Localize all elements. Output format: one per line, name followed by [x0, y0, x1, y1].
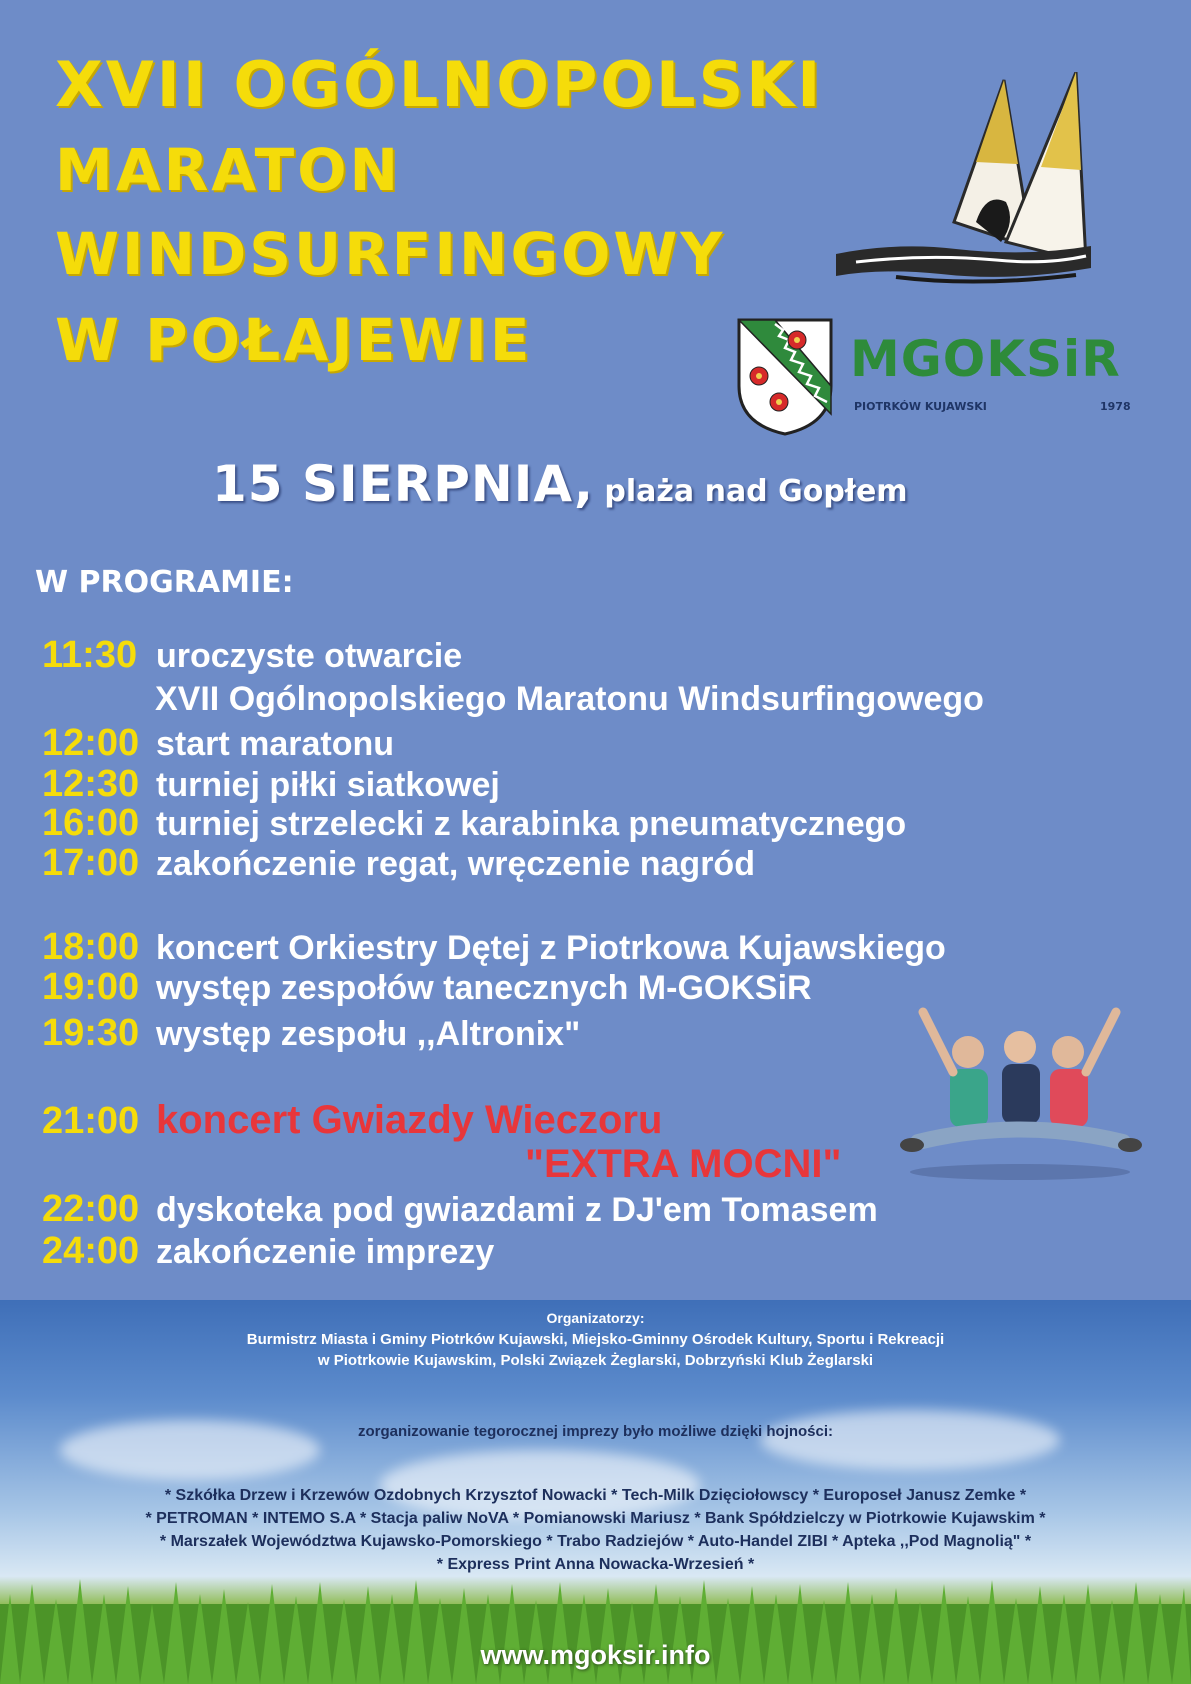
schedule-row	[42, 1230, 494, 1273]
program-header: W PROGRAMIE:	[35, 565, 294, 600]
schedule-row	[42, 1012, 580, 1055]
schedule-desc: turniej strzelecki z karabinka pneumatycznego	[156, 805, 907, 843]
sponsors-line: * Szkółka Drzew i Krzewów Ozdobnych Krzysztof Nowacki * Tech-Milk Dzięciołowscy * Europoseł Janusz Zemke *	[164, 1487, 1027, 1504]
coat-of-arms-crest	[735, 316, 835, 436]
schedule-row	[42, 1188, 878, 1231]
schedule-desc: dyskoteka pod gwiazdami z DJ'em Tomasem	[156, 1191, 878, 1229]
sponsors-line: * Express Print Anna Nowacka-Wrzesień *	[436, 1556, 755, 1573]
schedule-desc: zakończenie regat, wręczenie nagród	[156, 845, 755, 883]
poster-title-line-1: XVII OGÓLNOPOLSKI	[55, 48, 824, 121]
organizers-title: Organizatorzy:	[546, 1310, 645, 1326]
schedule-row	[42, 966, 812, 1009]
schedule-desc: koncert Orkiestry Dętej z Piotrkowa Kujawskiego	[156, 929, 946, 967]
schedule-row-headliner	[42, 1098, 662, 1143]
opening-subline: XVII Ogólnopolskiego Maratonu Windsurfingowego	[155, 680, 984, 718]
event-date-line	[212, 455, 908, 513]
headliner-desc: koncert Gwiazdy Wieczoru	[156, 1098, 663, 1142]
schedule-row	[42, 634, 462, 677]
schedule-row	[42, 802, 906, 845]
schedule-time: 17:00	[42, 842, 140, 884]
logo-year: 1978	[1100, 400, 1131, 413]
headliner-name: "EXTRA MOCNI"	[525, 1142, 842, 1186]
sponsors-intro: zorganizowanie tegorocznej imprezy było możliwe dzięki hojności:	[357, 1423, 834, 1440]
schedule-time: 19:30	[42, 1012, 140, 1054]
poster-title-line-4: W POŁAJEWIE	[55, 306, 533, 374]
schedule-row	[42, 842, 755, 885]
mgoksir-logo	[850, 330, 1140, 420]
schedule-time: 22:00	[42, 1188, 140, 1230]
schedule-desc: występ zespołów tanecznych M-GOKSiR	[156, 969, 812, 1007]
organizers-line: Burmistrz Miasta i Gminy Piotrków Kujawski, Miejsko-Gminny Ośrodek Kultury, Sportu i Rekreacji	[246, 1331, 945, 1348]
schedule-row	[42, 926, 946, 969]
schedule-time: 12:30	[42, 763, 140, 805]
logo-subtitle: PIOTRKÓW KUJAWSKI	[854, 400, 987, 413]
organizers-line: w Piotrkowie Kujawskim, Polski Związek Żeglarski, Dobrzyński Klub Żeglarski	[317, 1352, 874, 1369]
band-photo	[898, 1007, 1143, 1182]
logo-name: MGOKSiR	[850, 330, 1121, 388]
schedule-desc: start maratonu	[156, 725, 395, 763]
schedule-time: 18:00	[42, 926, 140, 968]
schedule-row	[42, 763, 500, 806]
sponsors-line: * Marszałek Województwa Kujawsko-Pomorskiego * Trabo Radziejów * Auto-Handel ZIBI * Apteka ,,Pod Magnolią" *	[159, 1533, 1032, 1550]
schedule-desc: uroczyste otwarcie	[156, 637, 463, 675]
schedule-time: 12:00	[42, 722, 140, 764]
schedule-desc: występ zespołu ,,Altronix"	[156, 1015, 581, 1053]
schedule-row	[42, 722, 394, 765]
website-url: www.mgoksir.info	[480, 1640, 711, 1670]
schedule-time: 19:00	[42, 966, 140, 1008]
windsurfer-illustration	[836, 72, 1091, 304]
schedule-desc: zakończenie imprezy	[156, 1233, 495, 1271]
schedule-time: 11:30	[42, 634, 138, 676]
schedule-time: 21:00	[42, 1100, 140, 1142]
sponsors-line: * PETROMAN * INTEMO S.A * Stacja paliw NoVA * Pomianowski Mariusz * Bank Spółdzielczy w Piotrkowie Kujawskim *	[145, 1510, 1046, 1527]
event-place: plaża nad Gopłem	[593, 474, 908, 509]
poster-title-line-3: WINDSURFINGOWY	[55, 220, 726, 288]
event-date: 15 SIERPNIA,	[212, 455, 594, 513]
schedule-time: 24:00	[42, 1230, 140, 1272]
schedule-desc: turniej piłki siatkowej	[156, 766, 500, 804]
schedule-time: 16:00	[42, 802, 140, 844]
poster-title-line-2: MARATON	[55, 136, 402, 204]
